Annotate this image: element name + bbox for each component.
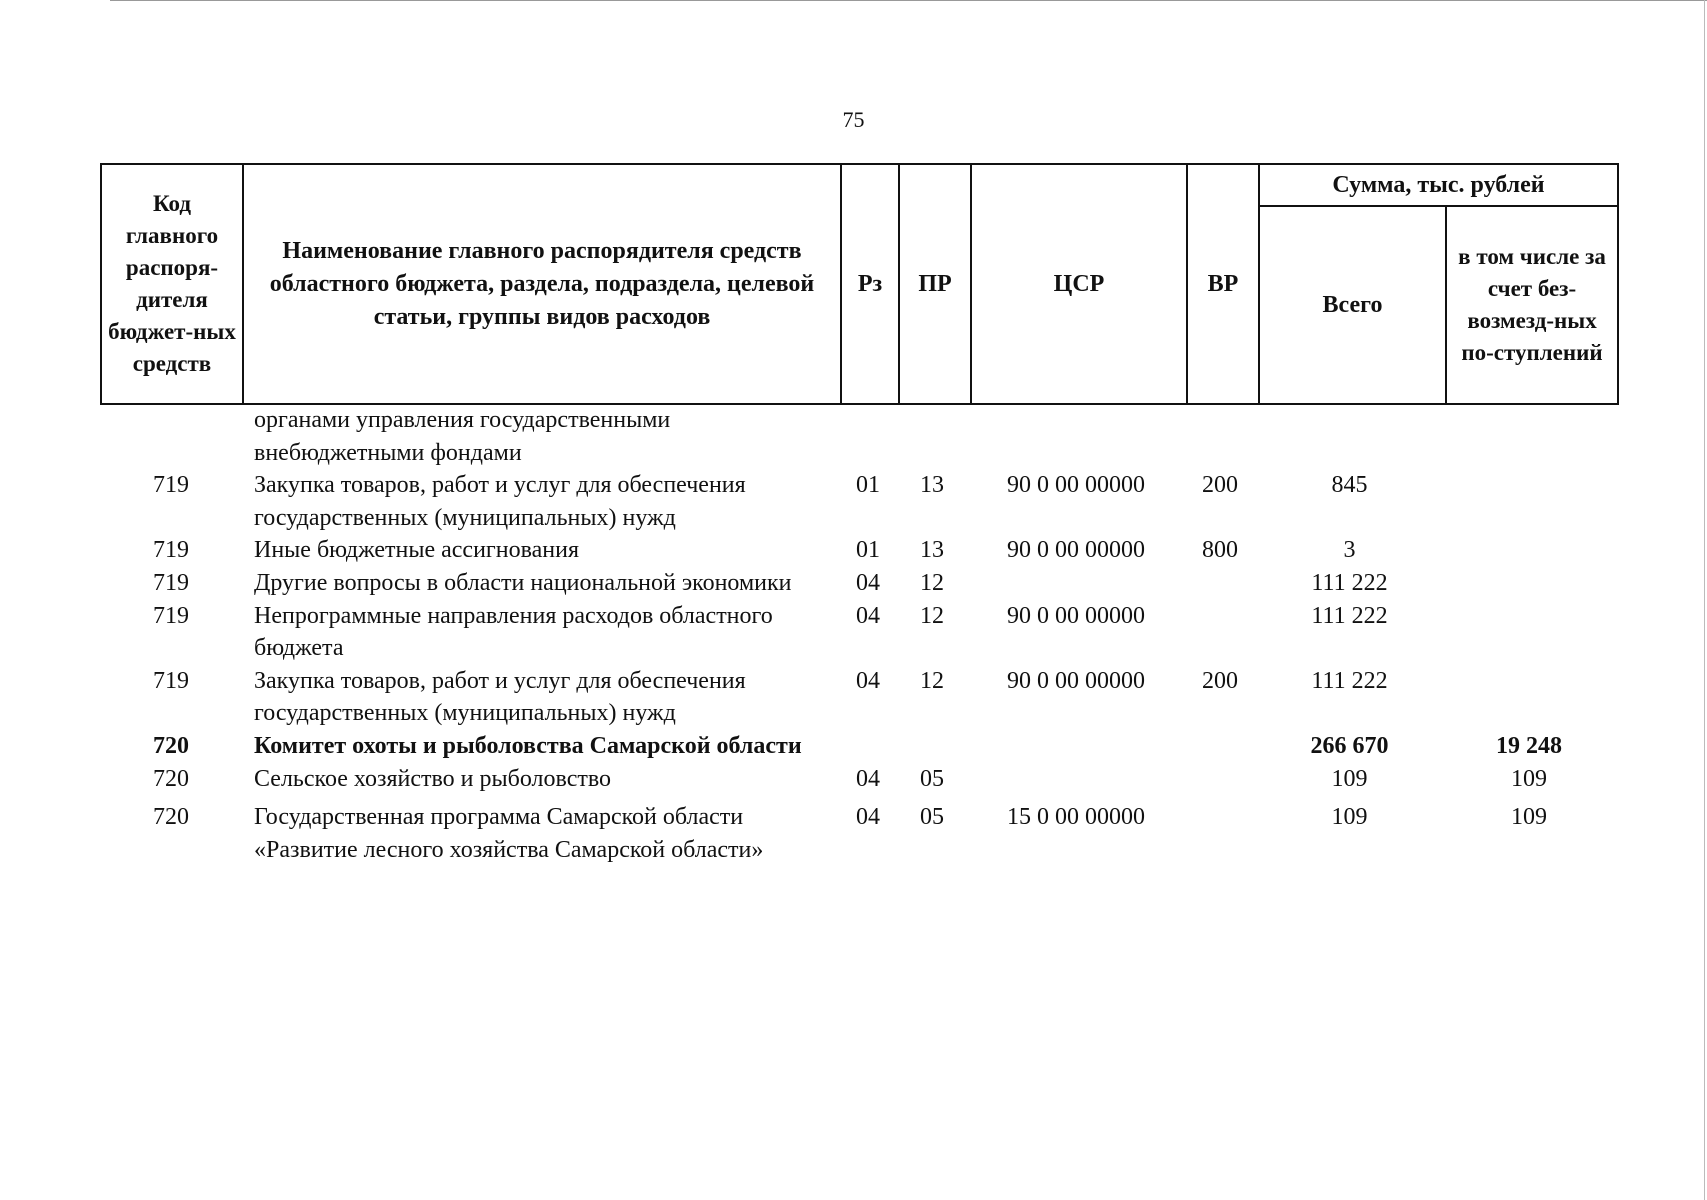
header-free: в том числе за счет без-возмезд-ных по-ступлений: [1446, 206, 1618, 404]
cell-pr: 12: [920, 569, 944, 596]
table-row: [100, 600, 1617, 665]
cell-vr: [1184, 404, 1256, 469]
header-sum: Сумма, тыс. рублей: [1259, 164, 1618, 206]
cell-free: [1443, 404, 1615, 469]
cell-vr: 200: [1202, 667, 1238, 694]
cell-code: 720: [153, 765, 189, 792]
table-row: [100, 665, 1617, 730]
cell-vr: [1184, 763, 1256, 796]
cell-code: 719: [153, 667, 189, 694]
cell-pr: 05: [920, 765, 944, 792]
cell-code: 719: [153, 537, 189, 564]
cell-pr: [896, 730, 968, 763]
header-csr: ЦСР: [971, 164, 1187, 404]
header-total: Всего: [1259, 206, 1446, 404]
page-number: 75: [842, 107, 865, 132]
table-row: [100, 763, 1617, 796]
cell-total: 845: [1331, 472, 1368, 499]
cell-total: 109: [1331, 804, 1368, 831]
cell-free: 109: [1511, 804, 1547, 831]
table-header: [100, 163, 1617, 405]
cell-code: 719: [153, 472, 189, 499]
cell-csr: 90 0 00 00000: [1007, 667, 1145, 694]
header-name: Наименование главного распорядителя средств областного бюджета, раздела, подраздела, целевой статьи, группы видов расходов: [243, 164, 841, 404]
scan-edge-right: [1704, 0, 1705, 1200]
table-row: [100, 567, 1617, 600]
table-row: [100, 469, 1617, 534]
table-row: [100, 801, 1617, 866]
cell-rz: [840, 404, 896, 469]
cell-rz: 01: [856, 537, 880, 564]
header-code: Код главного распоря-дителя бюджет-ных средств: [101, 164, 243, 404]
cell-pr: 12: [920, 667, 944, 694]
header-table: [100, 163, 1619, 405]
cell-rz: 04: [856, 602, 880, 629]
cell-csr: [968, 567, 1184, 600]
cell-name: Сельское хозяйство и рыболовство: [254, 765, 612, 792]
cell-rz: 04: [856, 569, 880, 596]
cell-code: [100, 404, 242, 469]
cell-code: 719: [153, 569, 189, 596]
cell-vr: [1184, 567, 1256, 600]
cell-code: 720: [153, 732, 189, 759]
cell-vr: [1184, 600, 1256, 665]
cell-total: 109: [1331, 765, 1368, 792]
cell-rz: 01: [856, 472, 880, 499]
cell-name: Закупка товаров, работ и услуг для обеспечения государственных (муниципальных) нужд: [254, 667, 746, 727]
cell-pr: 13: [920, 472, 944, 499]
table-body: [100, 404, 1617, 866]
cell-rz: 04: [856, 667, 880, 694]
cell-csr: 15 0 00 00000: [1007, 804, 1145, 831]
header-rz: Рз: [841, 164, 899, 404]
cell-free: [1443, 469, 1615, 534]
cell-total: 111 222: [1311, 602, 1388, 629]
cell-csr: 90 0 00 00000: [1007, 602, 1145, 629]
cell-name: органами управления государственными внебюджетными фондами: [254, 407, 671, 466]
cell-total: 111 222: [1311, 667, 1388, 694]
cell-rz: 04: [856, 765, 880, 792]
cell-pr: 05: [920, 804, 944, 831]
cell-free: [1443, 665, 1615, 730]
cell-csr: [968, 763, 1184, 796]
cell-free: 109: [1511, 765, 1547, 792]
cell-vr: 200: [1202, 472, 1238, 499]
header-vr: ВР: [1187, 164, 1259, 404]
cell-total: 3: [1343, 537, 1356, 564]
cell-pr: 13: [920, 537, 944, 564]
cell-free: [1443, 534, 1615, 567]
table-row: [100, 404, 1617, 469]
cell-pr: [896, 404, 968, 469]
cell-csr: [968, 404, 1184, 469]
cell-total: [1256, 404, 1443, 469]
cell-free: [1443, 600, 1615, 665]
cell-name: Непрограммные направления расходов областного бюджета: [254, 602, 773, 662]
cell-free: 19 248: [1496, 732, 1562, 759]
cell-name: Другие вопросы в области национальной экономики: [254, 569, 792, 596]
cell-name: Иные бюджетные ассигнования: [254, 537, 579, 564]
table-row-subtotal: [100, 730, 1617, 763]
cell-total: 111 222: [1311, 569, 1388, 596]
cell-csr: 90 0 00 00000: [1007, 472, 1145, 499]
header-pr: ПР: [899, 164, 971, 404]
cell-free: [1443, 567, 1615, 600]
cell-total: 266 670: [1310, 732, 1389, 759]
cell-vr: [1184, 801, 1256, 866]
cell-name: Комитет охоты и рыболовства Самарской области: [254, 732, 802, 759]
cell-csr: 90 0 00 00000: [1007, 537, 1145, 564]
cell-vr: [1184, 730, 1256, 763]
table-row: [100, 534, 1617, 567]
cell-code: 719: [153, 602, 189, 629]
cell-code: 720: [153, 804, 189, 831]
cell-rz: [840, 730, 896, 763]
cell-name: Закупка товаров, работ и услуг для обеспечения государственных (муниципальных) нужд: [254, 472, 746, 531]
cell-pr: 12: [920, 602, 944, 629]
scan-edge-top: [110, 0, 1707, 3]
cell-name: Государственная программа Самарской области «Развитие лесного хозяйства Самарской области»: [254, 804, 764, 863]
cell-csr: [968, 730, 1184, 763]
cell-vr: 800: [1202, 537, 1238, 564]
cell-rz: 04: [856, 804, 880, 831]
